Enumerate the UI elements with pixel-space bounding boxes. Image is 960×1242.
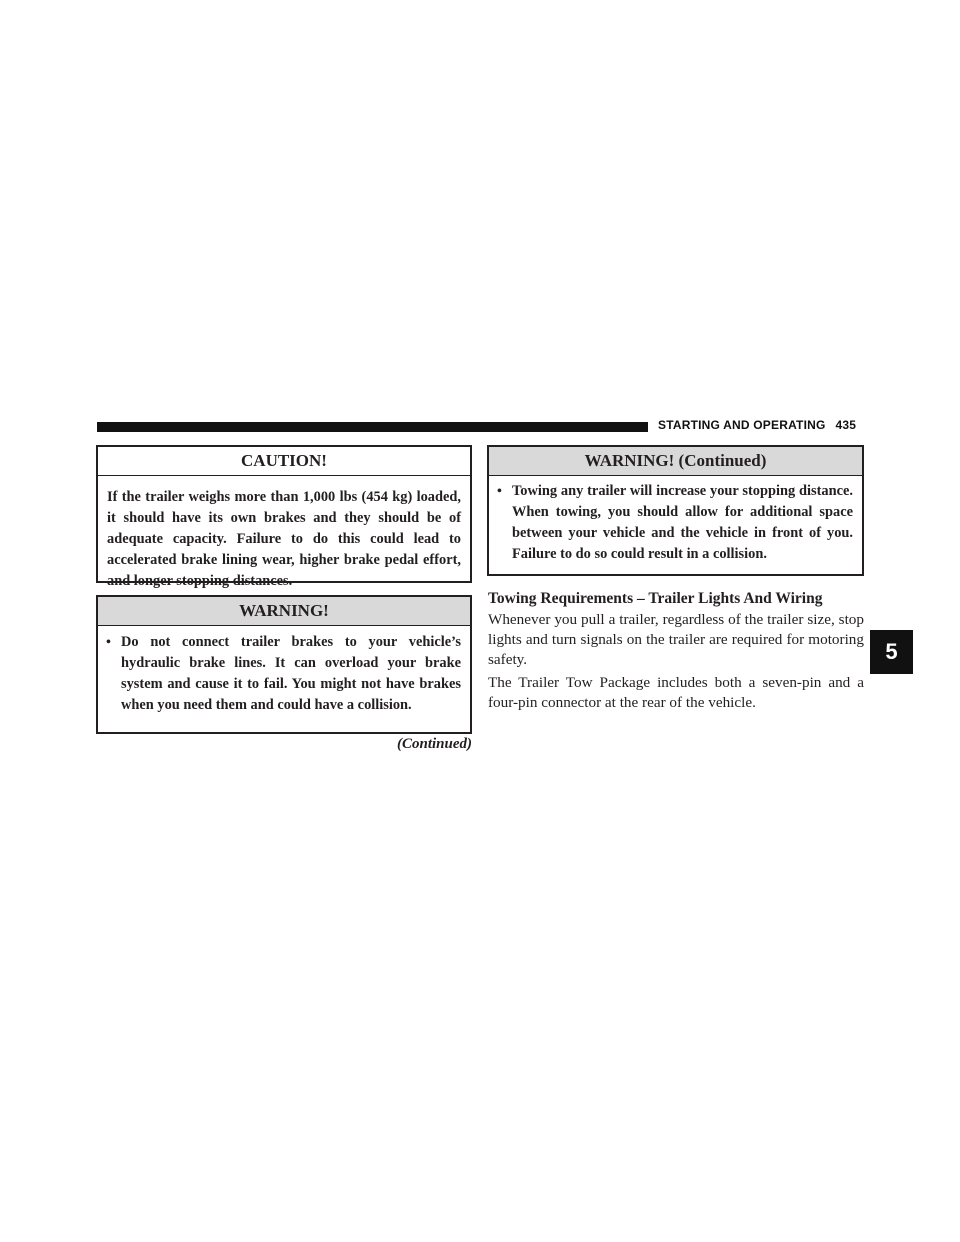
caution-box bbox=[96, 445, 472, 589]
bullet-icon: • bbox=[497, 484, 502, 499]
warning-continued-title: WARNING! (Continued) bbox=[489, 447, 862, 476]
warning-title: WARNING! bbox=[98, 597, 470, 626]
continued-note: (Continued) bbox=[396, 736, 472, 752]
chapter-tab: 5 bbox=[870, 630, 913, 674]
warning-item-text: Do not connect trailer brakes to your vehicle’s hydraulic brake lines. It can overload your brake system and cause it to fail. You might not have brakes when you need them and could have a collision. bbox=[121, 634, 461, 713]
header-rule bbox=[97, 422, 648, 432]
warning-box bbox=[96, 595, 472, 734]
warning-bullet-item bbox=[106, 632, 461, 716]
caution-title: CAUTION! bbox=[98, 447, 470, 476]
page-number: 435 bbox=[835, 418, 857, 432]
warning-continued-box bbox=[487, 445, 864, 576]
warning-continued-item-text: Towing any trailer will increase your stopping distance. When towing, you should allow for additional space between your vehicle and the vehicle in front of you. Failure to do so could result in a collision. bbox=[512, 483, 853, 562]
running-header bbox=[658, 418, 856, 432]
section-heading: Towing Requirements – Trailer Lights And Wiring bbox=[488, 590, 823, 607]
warning-continued-bullet-item bbox=[497, 481, 853, 565]
body-paragraph: The Trailer Tow Package includes both a seven-pin and a four-pin connector at the rear of the vehicle. bbox=[488, 674, 864, 711]
body-paragraph: Whenever you pull a trailer, regardless of the trailer size, stop lights and turn signals on the trailer are required for motoring safety. bbox=[488, 611, 864, 668]
section-title: STARTING AND OPERATING bbox=[658, 418, 826, 432]
caution-text: If the trailer weighs more than 1,000 lbs (454 kg) loaded, it should have its own brakes and they should be of adequate capacity. Failure to do this could lead to accelerated brake lining wear, higher brake pedal effort, and longer stopping distances. bbox=[107, 489, 461, 589]
bullet-icon: • bbox=[106, 635, 111, 650]
